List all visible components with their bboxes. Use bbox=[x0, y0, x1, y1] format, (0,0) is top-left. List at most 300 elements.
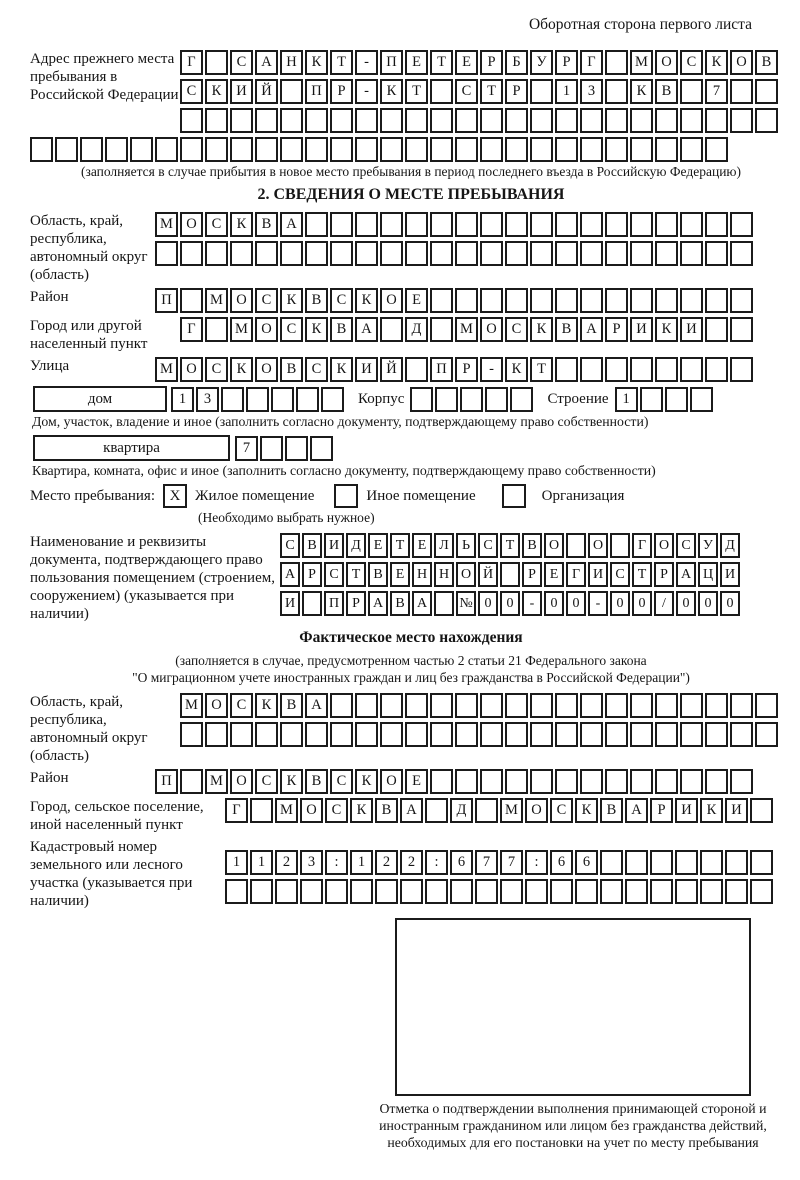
char-box bbox=[530, 108, 553, 133]
char-box: Р bbox=[505, 79, 528, 104]
char-box bbox=[680, 241, 703, 266]
char-box bbox=[705, 108, 728, 133]
char-box bbox=[230, 108, 253, 133]
char-box: С bbox=[305, 357, 328, 382]
char-box bbox=[530, 693, 553, 718]
char-box: М bbox=[630, 50, 653, 75]
fact-gorod-row bbox=[225, 798, 775, 823]
kadastr-row-1 bbox=[225, 850, 775, 875]
char-box bbox=[630, 137, 653, 162]
char-box bbox=[755, 79, 778, 104]
kadastr-label: Кадастровый номер земельного или лесного участка (указывается при наличии) bbox=[30, 838, 193, 909]
char-box bbox=[205, 722, 228, 747]
char-box bbox=[455, 769, 478, 794]
char-box: В bbox=[375, 798, 398, 823]
char-box bbox=[430, 288, 453, 313]
document-row-2 bbox=[280, 562, 742, 587]
char-box bbox=[555, 288, 578, 313]
char-box: С bbox=[255, 769, 278, 794]
char-box: 0 bbox=[478, 591, 498, 616]
char-box: О bbox=[655, 50, 678, 75]
char-box bbox=[430, 722, 453, 747]
char-box bbox=[280, 137, 303, 162]
kvartira-caption: Квартира, комната, офис и иное (заполнить согласно документу, подтверждающему право собственности) bbox=[32, 463, 656, 478]
char-box: А bbox=[625, 798, 648, 823]
char-box bbox=[655, 769, 678, 794]
char-box: Б bbox=[505, 50, 528, 75]
char-box: Е bbox=[412, 533, 432, 558]
fact-title: Фактическое место нахождения bbox=[299, 629, 523, 646]
char-box: И bbox=[630, 317, 653, 342]
char-box bbox=[30, 137, 53, 162]
dom-row bbox=[30, 386, 792, 412]
char-box: 1 bbox=[615, 387, 638, 412]
char-box bbox=[650, 879, 673, 904]
char-box bbox=[205, 108, 228, 133]
char-box bbox=[705, 212, 728, 237]
char-box bbox=[605, 769, 628, 794]
char-box bbox=[655, 693, 678, 718]
char-box: В bbox=[555, 317, 578, 342]
char-box: П bbox=[324, 591, 344, 616]
document-row-3 bbox=[280, 591, 742, 616]
gorod-row bbox=[180, 317, 755, 342]
char-box: К bbox=[230, 357, 253, 382]
char-box bbox=[530, 288, 553, 313]
char-box bbox=[280, 79, 303, 104]
char-box bbox=[430, 108, 453, 133]
char-box bbox=[330, 241, 353, 266]
char-box bbox=[255, 722, 278, 747]
char-box: К bbox=[355, 288, 378, 313]
char-box bbox=[80, 137, 103, 162]
char-box bbox=[505, 241, 528, 266]
char-box bbox=[455, 137, 478, 162]
prev-address-row-1 bbox=[180, 50, 780, 75]
char-box: М bbox=[205, 769, 228, 794]
char-box bbox=[555, 137, 578, 162]
char-box: Т bbox=[405, 79, 428, 104]
char-box: С bbox=[324, 562, 344, 587]
char-box bbox=[300, 879, 323, 904]
char-box bbox=[205, 50, 228, 75]
char-box: Г bbox=[566, 562, 586, 587]
char-box: М bbox=[155, 212, 178, 237]
char-box bbox=[755, 693, 778, 718]
fact-oblast-row-2 bbox=[180, 722, 780, 747]
rayon-field bbox=[30, 288, 792, 313]
char-box bbox=[680, 693, 703, 718]
char-box bbox=[475, 798, 498, 823]
char-box: В bbox=[755, 50, 778, 75]
char-box bbox=[430, 769, 453, 794]
char-box bbox=[450, 879, 473, 904]
char-box bbox=[705, 722, 728, 747]
char-box bbox=[130, 137, 153, 162]
char-box: А bbox=[355, 317, 378, 342]
char-box: К bbox=[280, 288, 303, 313]
char-box: И bbox=[280, 591, 300, 616]
char-box bbox=[675, 850, 698, 875]
korpus-cells bbox=[410, 387, 535, 412]
zhiloe-label: Жилое помещение bbox=[195, 487, 315, 504]
char-box bbox=[430, 693, 453, 718]
char-box: Г bbox=[180, 317, 203, 342]
char-box: 7 bbox=[235, 436, 258, 461]
char-box bbox=[455, 288, 478, 313]
char-box: Д bbox=[405, 317, 428, 342]
char-box bbox=[730, 317, 753, 342]
char-box: К bbox=[380, 79, 403, 104]
char-box bbox=[305, 722, 328, 747]
document-label: Наименование и реквизиты документа, подтверждающего право пользования помещением (строением, сооружением) (указывается при наличии) bbox=[30, 534, 275, 622]
char-box: Н bbox=[280, 50, 303, 75]
char-box bbox=[455, 108, 478, 133]
char-box bbox=[246, 387, 269, 412]
char-box bbox=[605, 108, 628, 133]
char-box: В bbox=[302, 533, 322, 558]
char-box: Е bbox=[390, 562, 410, 587]
mesto-note: (Необходимо выбрать нужное) bbox=[198, 510, 375, 525]
char-box bbox=[375, 879, 398, 904]
korpus-label: Корпус bbox=[358, 390, 405, 407]
char-box bbox=[680, 288, 703, 313]
organizaciya-checkbox bbox=[502, 484, 526, 508]
char-box: Р bbox=[346, 591, 366, 616]
char-box: Т bbox=[480, 79, 503, 104]
char-box bbox=[655, 212, 678, 237]
char-box bbox=[355, 137, 378, 162]
char-box bbox=[555, 108, 578, 133]
char-box: И bbox=[720, 562, 740, 587]
char-box: М bbox=[230, 317, 253, 342]
char-box: В bbox=[280, 693, 303, 718]
char-box bbox=[255, 241, 278, 266]
char-box bbox=[555, 722, 578, 747]
char-box: В bbox=[305, 769, 328, 794]
char-box bbox=[305, 108, 328, 133]
char-box bbox=[505, 288, 528, 313]
char-box: - bbox=[588, 591, 608, 616]
char-box bbox=[330, 722, 353, 747]
char-box: : bbox=[525, 850, 548, 875]
oblast-row-2 bbox=[155, 241, 755, 266]
char-box: К bbox=[230, 212, 253, 237]
char-box bbox=[330, 137, 353, 162]
char-box: О bbox=[456, 562, 476, 587]
char-box bbox=[180, 137, 203, 162]
char-box bbox=[285, 436, 308, 461]
char-box bbox=[255, 137, 278, 162]
char-box: С bbox=[230, 693, 253, 718]
char-box: 1 bbox=[250, 850, 273, 875]
char-box: К bbox=[575, 798, 598, 823]
char-box bbox=[430, 79, 453, 104]
char-box bbox=[180, 722, 203, 747]
char-box: - bbox=[480, 357, 503, 382]
char-box: О bbox=[180, 212, 203, 237]
char-box bbox=[680, 769, 703, 794]
ulitsa-label: Улица bbox=[30, 358, 70, 374]
char-box bbox=[380, 317, 403, 342]
char-box: В bbox=[255, 212, 278, 237]
char-box bbox=[380, 108, 403, 133]
char-box: Р bbox=[555, 50, 578, 75]
char-box bbox=[155, 241, 178, 266]
char-box bbox=[505, 108, 528, 133]
char-box: А bbox=[368, 591, 388, 616]
char-box bbox=[275, 879, 298, 904]
char-box: К bbox=[350, 798, 373, 823]
char-box: В bbox=[368, 562, 388, 587]
ulitsa-field bbox=[30, 357, 792, 382]
char-box: И bbox=[355, 357, 378, 382]
char-box bbox=[55, 137, 78, 162]
char-box bbox=[305, 241, 328, 266]
char-box: / bbox=[654, 591, 674, 616]
gorod-label: Город или другой населенный пункт bbox=[30, 318, 148, 352]
char-box bbox=[271, 387, 294, 412]
char-box: С bbox=[505, 317, 528, 342]
char-box: Р bbox=[605, 317, 628, 342]
char-box bbox=[690, 387, 713, 412]
char-box bbox=[555, 357, 578, 382]
char-box: 0 bbox=[676, 591, 696, 616]
char-box bbox=[605, 50, 628, 75]
char-box bbox=[580, 693, 603, 718]
char-box bbox=[640, 387, 663, 412]
char-box bbox=[330, 108, 353, 133]
char-box bbox=[550, 879, 573, 904]
char-box bbox=[605, 288, 628, 313]
char-box bbox=[705, 769, 728, 794]
char-box: 2 bbox=[275, 850, 298, 875]
char-box bbox=[665, 387, 688, 412]
char-box: Е bbox=[544, 562, 564, 587]
document-row-1 bbox=[280, 533, 742, 558]
char-box bbox=[530, 722, 553, 747]
organizaciya-label: Организация bbox=[541, 487, 625, 504]
char-box bbox=[705, 693, 728, 718]
char-box bbox=[480, 722, 503, 747]
char-box bbox=[405, 357, 428, 382]
char-box bbox=[730, 769, 753, 794]
document-field bbox=[30, 533, 792, 623]
char-box: С bbox=[205, 357, 228, 382]
char-box bbox=[680, 137, 703, 162]
char-box: Т bbox=[500, 533, 520, 558]
char-box: С bbox=[676, 533, 696, 558]
char-box bbox=[730, 241, 753, 266]
char-box bbox=[355, 241, 378, 266]
inoe-checkbox bbox=[334, 484, 358, 508]
char-box bbox=[725, 850, 748, 875]
char-box: К bbox=[705, 50, 728, 75]
char-box: М bbox=[500, 798, 523, 823]
char-box bbox=[434, 591, 454, 616]
inoe-label: Иное помещение bbox=[366, 487, 476, 504]
char-box: В bbox=[305, 288, 328, 313]
stroenie-label: Строение bbox=[547, 390, 609, 407]
char-box: М bbox=[155, 357, 178, 382]
char-box: С bbox=[330, 769, 353, 794]
char-box bbox=[105, 137, 128, 162]
char-box bbox=[655, 108, 678, 133]
char-box: С bbox=[280, 317, 303, 342]
char-box: А bbox=[580, 317, 603, 342]
char-box: С bbox=[255, 288, 278, 313]
char-box bbox=[580, 108, 603, 133]
char-box bbox=[480, 693, 503, 718]
char-box bbox=[180, 241, 203, 266]
char-box: О bbox=[255, 317, 278, 342]
char-box: К bbox=[205, 79, 228, 104]
char-box: А bbox=[255, 50, 278, 75]
char-box: С bbox=[610, 562, 630, 587]
char-box bbox=[505, 137, 528, 162]
char-box bbox=[205, 317, 228, 342]
char-box: 0 bbox=[500, 591, 520, 616]
char-box bbox=[505, 212, 528, 237]
char-box: 3 bbox=[196, 387, 219, 412]
char-box: № bbox=[456, 591, 476, 616]
char-box: Д bbox=[720, 533, 740, 558]
char-box bbox=[425, 798, 448, 823]
char-box bbox=[305, 137, 328, 162]
prev-address-row-4 bbox=[30, 137, 792, 162]
char-box: Е bbox=[405, 50, 428, 75]
dom-cells bbox=[171, 387, 346, 412]
char-box: О bbox=[205, 693, 228, 718]
char-box: - bbox=[355, 79, 378, 104]
char-box: С bbox=[478, 533, 498, 558]
char-box bbox=[730, 693, 753, 718]
char-box: А bbox=[280, 212, 303, 237]
char-box bbox=[555, 769, 578, 794]
char-box: 7 bbox=[475, 850, 498, 875]
char-box bbox=[250, 798, 273, 823]
char-box: 1 bbox=[350, 850, 373, 875]
char-box: К bbox=[305, 50, 328, 75]
char-box: 0 bbox=[720, 591, 740, 616]
char-box bbox=[630, 357, 653, 382]
char-box: О bbox=[230, 769, 253, 794]
fact-rayon-label: Район bbox=[30, 769, 69, 786]
char-box bbox=[705, 357, 728, 382]
char-box: 0 bbox=[610, 591, 630, 616]
prev-address-row-2 bbox=[180, 79, 780, 104]
char-box: М bbox=[275, 798, 298, 823]
char-box: И bbox=[230, 79, 253, 104]
char-box: О bbox=[480, 317, 503, 342]
char-box bbox=[455, 212, 478, 237]
fact-note-1: (заполняется в случае, предусмотренном частью 2 статьи 21 Федерального закона bbox=[175, 653, 647, 668]
char-box: Р bbox=[455, 357, 478, 382]
char-box: К bbox=[700, 798, 723, 823]
kvartira-row bbox=[30, 435, 792, 461]
char-box: 0 bbox=[544, 591, 564, 616]
fact-gorod-label: Город, сельское поселение, иной населенный пункт bbox=[30, 798, 204, 833]
char-box bbox=[425, 879, 448, 904]
char-box bbox=[630, 722, 653, 747]
fact-oblast-row-1 bbox=[180, 693, 780, 718]
char-box bbox=[580, 137, 603, 162]
char-box: Й bbox=[478, 562, 498, 587]
char-box bbox=[230, 722, 253, 747]
char-box bbox=[580, 288, 603, 313]
char-box: : bbox=[425, 850, 448, 875]
char-box bbox=[280, 241, 303, 266]
char-box bbox=[605, 241, 628, 266]
char-box: Й bbox=[255, 79, 278, 104]
char-box bbox=[625, 879, 648, 904]
char-box: - bbox=[355, 50, 378, 75]
char-box bbox=[380, 137, 403, 162]
char-box bbox=[321, 387, 344, 412]
char-box: 2 bbox=[375, 850, 398, 875]
char-box bbox=[580, 212, 603, 237]
char-box: О bbox=[588, 533, 608, 558]
char-box bbox=[680, 212, 703, 237]
prev-address-row-3 bbox=[180, 108, 780, 133]
char-box bbox=[555, 212, 578, 237]
fact-gorod-field bbox=[30, 798, 792, 834]
char-box: Р bbox=[654, 562, 674, 587]
char-box bbox=[600, 850, 623, 875]
char-box bbox=[310, 436, 333, 461]
char-box: В bbox=[280, 357, 303, 382]
char-box bbox=[430, 241, 453, 266]
page-side-note: Оборотная сторона первого листа bbox=[528, 16, 752, 33]
char-box bbox=[250, 879, 273, 904]
char-box bbox=[355, 722, 378, 747]
char-box bbox=[255, 108, 278, 133]
section2-title: 2. СВЕДЕНИЯ О МЕСТЕ ПРЕБЫВАНИЯ bbox=[257, 186, 565, 203]
rayon-row bbox=[155, 288, 755, 313]
char-box bbox=[755, 722, 778, 747]
char-box: О bbox=[380, 288, 403, 313]
char-box bbox=[630, 288, 653, 313]
kadastr-rows bbox=[225, 850, 775, 904]
char-box bbox=[680, 79, 703, 104]
char-box: М bbox=[205, 288, 228, 313]
dom-caption: Дом, участок, владение и иное (заполнить согласно документу, подтверждающему право собственности) bbox=[32, 414, 649, 429]
char-box bbox=[230, 137, 253, 162]
char-box bbox=[302, 591, 322, 616]
char-box bbox=[505, 769, 528, 794]
char-box bbox=[605, 212, 628, 237]
char-box: С bbox=[330, 288, 353, 313]
mesto-label: Место пребывания: bbox=[30, 487, 155, 504]
char-box bbox=[410, 387, 433, 412]
char-box bbox=[530, 79, 553, 104]
char-box bbox=[630, 108, 653, 133]
char-box bbox=[650, 850, 673, 875]
char-box: 6 bbox=[550, 850, 573, 875]
char-box bbox=[705, 241, 728, 266]
char-box: К bbox=[655, 317, 678, 342]
char-box bbox=[380, 241, 403, 266]
char-box: С bbox=[455, 79, 478, 104]
char-box bbox=[500, 879, 523, 904]
char-box bbox=[580, 769, 603, 794]
char-box: С bbox=[230, 50, 253, 75]
char-box: М bbox=[180, 693, 203, 718]
char-box: Т bbox=[390, 533, 410, 558]
char-box bbox=[180, 108, 203, 133]
char-box bbox=[430, 137, 453, 162]
prev-address-note: (заполняется в случае прибытия в новое место пребывания в период последнего въезда в Российскую Федерацию) bbox=[80, 164, 742, 179]
